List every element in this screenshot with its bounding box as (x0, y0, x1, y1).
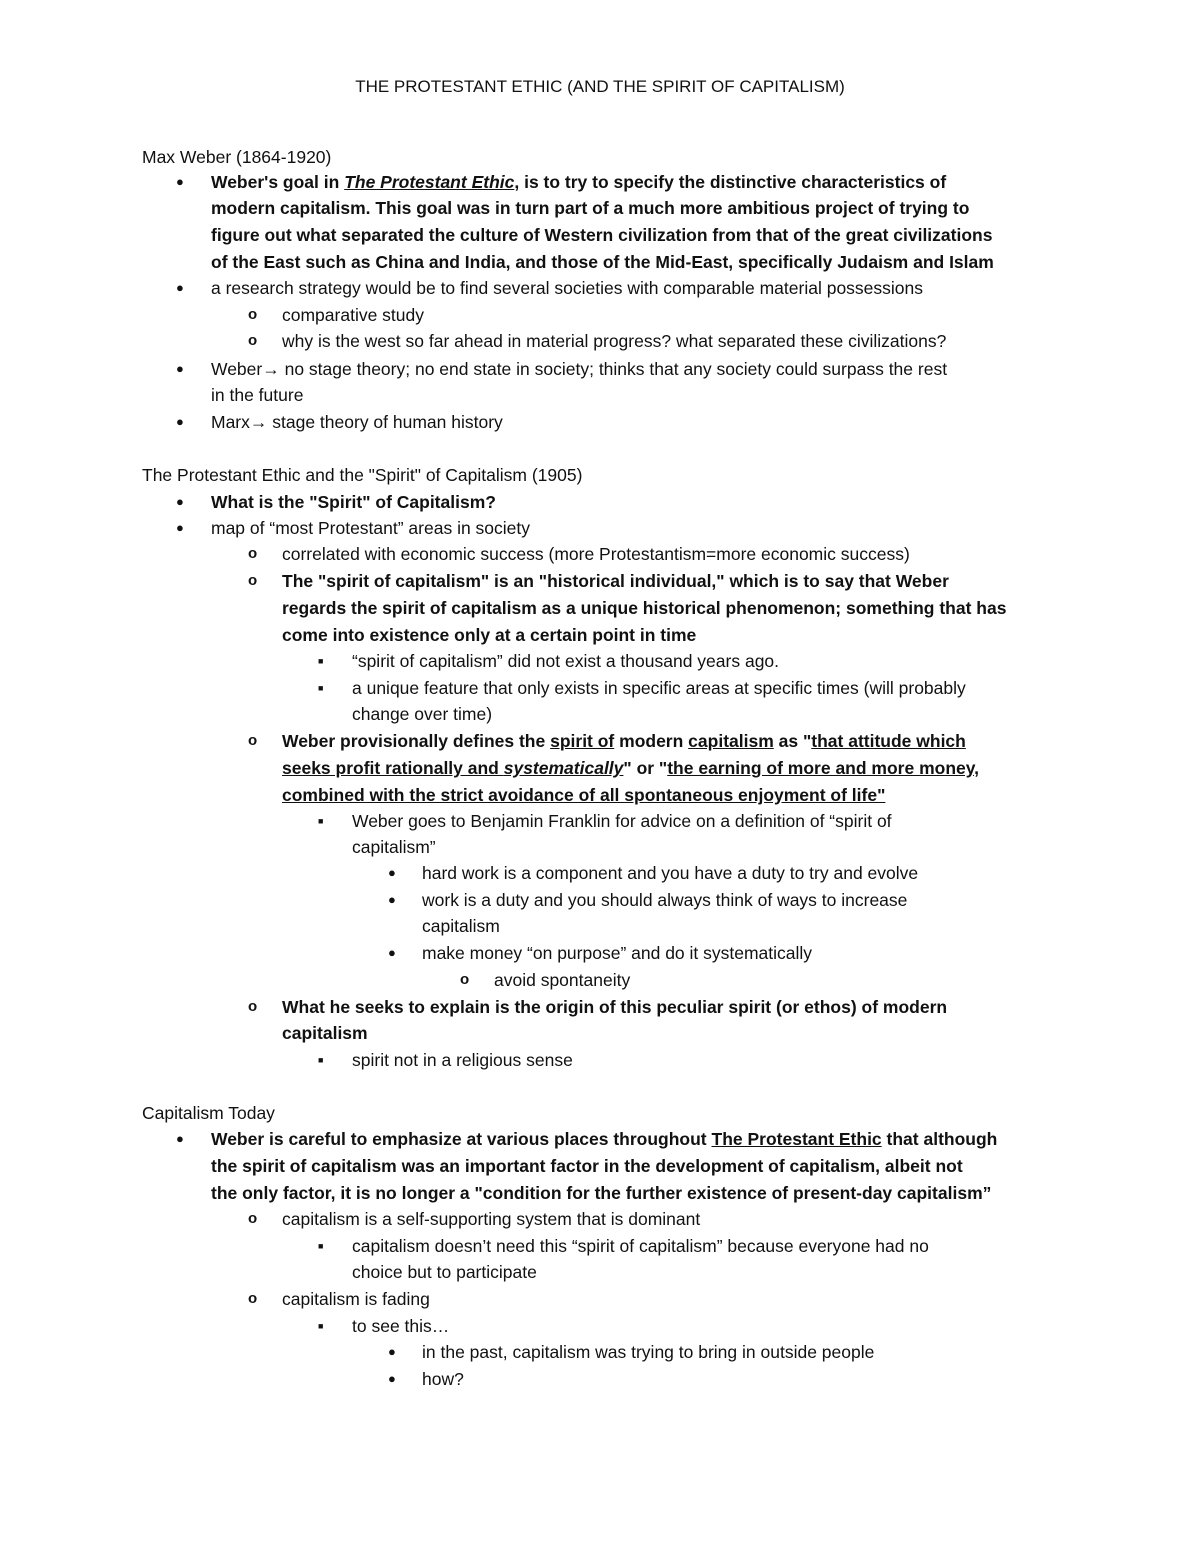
bullet-disc-icon: ● (388, 1344, 396, 1359)
list-item: The "spirit of capitalism" is an "historical individual," which is to say that Weber (282, 571, 949, 591)
list-item: Weber→ no stage theory; no end state in society; thinks that any society could surpass the rest (211, 359, 948, 379)
section-heading-protestant-ethic: The Protestant Ethic and the "Spirit" of Capitalism (1905) (142, 465, 583, 485)
book-title: The Protestant Ethic (711, 1129, 882, 1149)
list-item-continuation: figure out what separated the culture of Western civilization from that of the great civilizations (211, 225, 993, 245)
book-title: The Protestant Ethic (344, 172, 515, 192)
bullet-disc-icon: ● (176, 494, 184, 509)
list-item: Weber's goal in The Protestant Ethic, is to try to specify the distinctive characteristics of (211, 172, 947, 192)
bullet-disc-icon: ● (176, 414, 184, 429)
list-item: capitalism is fading (282, 1289, 430, 1309)
list-item: make money “on purpose” and do it systematically (422, 943, 813, 963)
bullet-disc-icon: ● (176, 361, 184, 376)
list-item: Weber provisionally defines the spirit of modern capitalism as "that attitude which (282, 731, 966, 751)
list-item: “spirit of capitalism” did not exist a thousand years ago. (352, 651, 780, 671)
list-item-continuation: change over time) (352, 704, 493, 724)
bullet-circle-icon: o (248, 545, 258, 562)
list-item-continuation: in the future (211, 385, 304, 405)
bullet-square-icon: ■ (318, 1055, 324, 1065)
bullet-circle-icon: o (248, 998, 258, 1015)
list-item-continuation: the spirit of capitalism was an important factor in the development of capitalism, albeit not (211, 1156, 963, 1176)
bullet-circle-icon: o (248, 572, 258, 589)
list-item: spirit not in a religious sense (352, 1050, 573, 1070)
bullet-circle-icon: o (248, 1210, 258, 1227)
bullet-disc-icon: ● (176, 280, 184, 295)
list-item: What is the "Spirit" of Capitalism? (211, 492, 496, 512)
list-item: Weber is careful to emphasize at various places throughout The Protestant Ethic that although (211, 1129, 998, 1149)
arrow-right-icon: → (262, 359, 280, 379)
bullet-disc-icon: ● (388, 865, 396, 880)
list-item: Marx→ stage theory of human history (211, 412, 503, 432)
list-item: Weber goes to Benjamin Franklin for advice on a definition of “spirit of (352, 811, 892, 831)
list-item-continuation: the only factor, it is no longer a "condition for the further existence of present-day capitalism” (211, 1183, 992, 1203)
bullet-square-icon: ■ (318, 1321, 324, 1331)
section-heading-max-weber: Max Weber (1864-1920) (142, 147, 332, 167)
list-item: to see this… (352, 1316, 450, 1336)
list-item-continuation: come into existence only at a certain point in time (282, 625, 697, 645)
bullet-disc-icon: ● (176, 520, 184, 535)
bullet-circle-icon: o (248, 332, 258, 349)
list-item: a unique feature that only exists in specific areas at specific times (will probably (352, 678, 966, 698)
list-item-continuation: seeks profit rationally and systematically" or "the earning of more and more money, (282, 758, 980, 778)
bullet-disc-icon: ● (388, 1371, 396, 1386)
bullet-square-icon: ■ (318, 1241, 324, 1251)
list-item: correlated with economic success (more Protestantism=more economic success) (282, 544, 910, 564)
bullet-circle-icon: o (248, 732, 258, 749)
list-item: map of “most Protestant” areas in society (211, 518, 531, 538)
bullet-disc-icon: ● (176, 174, 184, 189)
list-item-continuation: capitalism (422, 916, 500, 936)
bullet-circle-icon: o (460, 971, 470, 988)
list-item: work is a duty and you should always think of ways to increase (422, 890, 908, 910)
list-item-continuation: capitalism” (352, 837, 436, 857)
list-item: capitalism doesn’t need this “spirit of capitalism” because everyone had no (352, 1236, 929, 1256)
list-item: a research strategy would be to find several societies with comparable material possessions (211, 278, 924, 298)
list-item: avoid spontaneity (494, 970, 631, 990)
bullet-square-icon: ■ (318, 816, 324, 826)
bullet-square-icon: ■ (318, 683, 324, 693)
list-item-continuation: regards the spirit of capitalism as a unique historical phenomenon; something that has (282, 598, 1007, 618)
bullet-disc-icon: ● (176, 1131, 184, 1146)
section-heading-capitalism-today: Capitalism Today (142, 1103, 275, 1123)
list-item: hard work is a component and you have a duty to try and evolve (422, 863, 919, 883)
list-item: why is the west so far ahead in material progress? what separated these civilizations? (282, 331, 947, 351)
bullet-circle-icon: o (248, 306, 258, 323)
list-item-continuation: combined with the strict avoidance of all spontaneous enjoyment of life" (282, 785, 886, 805)
list-item-continuation: of the East such as China and India, and those of the Mid-East, specifically Judaism and Islam (211, 252, 994, 272)
list-item-continuation: choice but to participate (352, 1262, 537, 1282)
page-title: THE PROTESTANT ETHIC (AND THE SPIRIT OF CAPITALISM) (355, 77, 845, 96)
bullet-square-icon: ■ (318, 656, 324, 666)
list-item: capitalism is a self-supporting system that is dominant (282, 1209, 701, 1229)
list-item: What he seeks to explain is the origin of this peculiar spirit (or ethos) of modern (282, 997, 948, 1017)
list-item: in the past, capitalism was trying to bring in outside people (422, 1342, 875, 1362)
list-item: comparative study (282, 305, 425, 325)
bullet-disc-icon: ● (388, 892, 396, 907)
list-item-continuation: capitalism (282, 1023, 368, 1043)
bullet-disc-icon: ● (388, 945, 396, 960)
bullet-circle-icon: o (248, 1290, 258, 1307)
list-item-continuation: modern capitalism. This goal was in turn part of a much more ambitious project of trying to (211, 198, 970, 218)
arrow-right-icon: → (249, 412, 268, 432)
list-item: how? (422, 1369, 464, 1389)
